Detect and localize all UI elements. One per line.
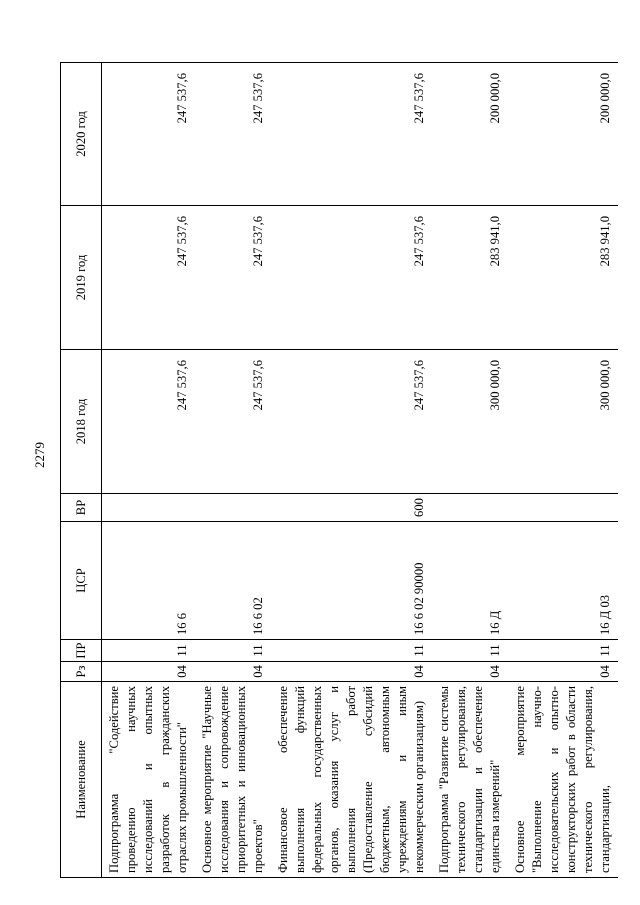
row-2019: 247 537,6 <box>195 206 271 350</box>
row-vr <box>508 494 618 522</box>
row-2019: 247 537,6 <box>102 206 196 350</box>
row-2020: 200 000,0 <box>508 63 618 206</box>
table-row <box>508 63 618 878</box>
row-rz: 04 <box>271 662 432 682</box>
row-2020: 247 537,6 <box>271 63 432 206</box>
row-2019: 283 941,0 <box>432 206 508 350</box>
row-2019: 247 537,6 <box>271 206 432 350</box>
row-csr: 16 Д <box>432 522 508 640</box>
row-pr: 11 <box>271 640 432 662</box>
header-2018: 2018 год <box>61 350 102 494</box>
budget-table <box>60 62 618 878</box>
row-vr: 600 <box>271 494 432 522</box>
row-name: Подпрограмма "Содействие проведению научных исследований и опытных разработок в гражданских отраслях промышленности" <box>102 682 196 878</box>
row-rz: 04 <box>432 662 508 682</box>
row-2020: 200 000,0 <box>432 63 508 206</box>
table-header-row <box>61 63 102 878</box>
row-name: Финансовое обеспечение выполнения функций федеральных государственных органов, оказания услуг и выполнения работ (Предоставление субсидий бюджетным, автономным учреждениям и иным некоммерческим организациям) <box>271 682 432 878</box>
row-pr: 11 <box>508 640 618 662</box>
table-row <box>271 63 432 878</box>
row-vr <box>195 494 271 522</box>
row-rz: 04 <box>508 662 618 682</box>
row-2019: 283 941,0 <box>508 206 618 350</box>
row-csr: 16 6 02 <box>195 522 271 640</box>
row-2018: 300 000,0 <box>508 350 618 494</box>
row-2018: 247 537,6 <box>102 350 196 494</box>
rotated-page <box>60 63 612 878</box>
row-pr: 11 <box>102 640 196 662</box>
row-2020: 247 537,6 <box>102 63 196 206</box>
header-rz: Рз <box>61 662 102 682</box>
row-vr <box>102 494 196 522</box>
row-rz: 04 <box>195 662 271 682</box>
row-csr: 16 6 <box>102 522 196 640</box>
header-2020: 2020 год <box>61 63 102 206</box>
table-row <box>432 63 508 878</box>
row-2018: 247 537,6 <box>271 350 432 494</box>
row-name: Основное мероприятие "Научные исследования и сопровождение приоритетных и инновационных проектов" <box>195 682 271 878</box>
header-vr: ВР <box>61 494 102 522</box>
row-pr: 11 <box>195 640 271 662</box>
header-2019: 2019 год <box>61 206 102 350</box>
row-vr <box>432 494 508 522</box>
table-row <box>195 63 271 878</box>
row-csr: 16 Д 03 <box>508 522 618 640</box>
row-2018: 247 537,6 <box>195 350 271 494</box>
row-pr: 11 <box>432 640 508 662</box>
header-name: Наименование <box>61 682 102 878</box>
page-number: 2279 <box>32 442 47 468</box>
table-row <box>102 63 196 878</box>
row-2018: 300 000,0 <box>432 350 508 494</box>
row-2020: 247 537,6 <box>195 63 271 206</box>
row-csr: 16 6 02 90000 <box>271 522 432 640</box>
row-name: Подпрограмма "Развитие системы технического регулирования, стандартизации и обеспечение единства измерений" <box>432 682 508 878</box>
header-pr: ПР <box>61 640 102 662</box>
row-name: Основное мероприятие "Выполнение научно-исследовательских и опытно-конструкторских работ в области технического регулирования, стандартизации, <box>508 682 618 878</box>
header-csr: ЦСР <box>61 522 102 640</box>
row-rz: 04 <box>102 662 196 682</box>
